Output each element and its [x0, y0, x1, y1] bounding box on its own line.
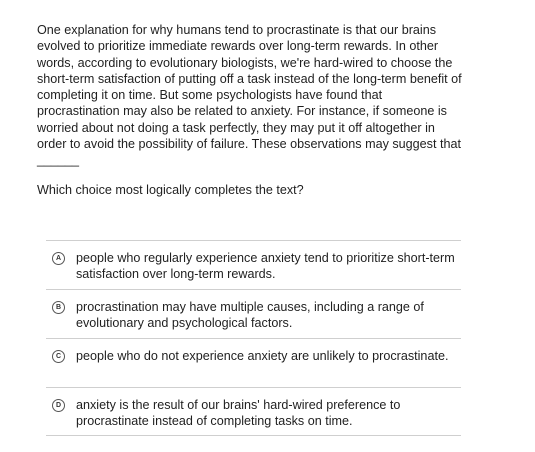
- question-passage: One explanation for why humans tend to procrastinate is that our brains evolved to prioritize immediate rewards over long-term rewards. In other words, according to evolutionary biologists, we're hard-wired to choose the short-term satisfaction of putting off a task instead of the long-term benefit of completing it on time. But some psychologists have found that procrastination may also be related to anxiety. For instance, if someone is worried about not doing a task perfectly, they may put it off altogether in order to avoid the possibility of failure. These observations may suggest that ______: [37, 23, 462, 168]
- answer-choice-d[interactable]: [46, 387, 461, 436]
- question-prompt: Which choice most logically completes the text?: [37, 183, 304, 197]
- choice-text-b: procrastination may have multiple causes, including a range of evolutionary and psychological factors.: [76, 300, 424, 330]
- choice-text-d: anxiety is the result of our brains' hard-wired preference to procrastinate instead of completing tasks on time.: [76, 398, 401, 428]
- choice-letter-a-icon: A: [52, 252, 65, 265]
- answer-choices: [46, 240, 461, 436]
- answer-choice-a[interactable]: [46, 240, 461, 289]
- choice-letter-b-icon: B: [52, 301, 65, 314]
- choice-letter-c-icon: C: [52, 350, 65, 363]
- choice-text-c: people who do not experience anxiety are unlikely to procrastinate.: [76, 349, 449, 363]
- answer-choice-c[interactable]: [46, 338, 461, 387]
- choice-letter-d-icon: D: [52, 399, 65, 412]
- choice-text-a: people who regularly experience anxiety tend to prioritize short-term satisfaction over long-term rewards.: [76, 251, 455, 281]
- answer-choice-b[interactable]: [46, 289, 461, 338]
